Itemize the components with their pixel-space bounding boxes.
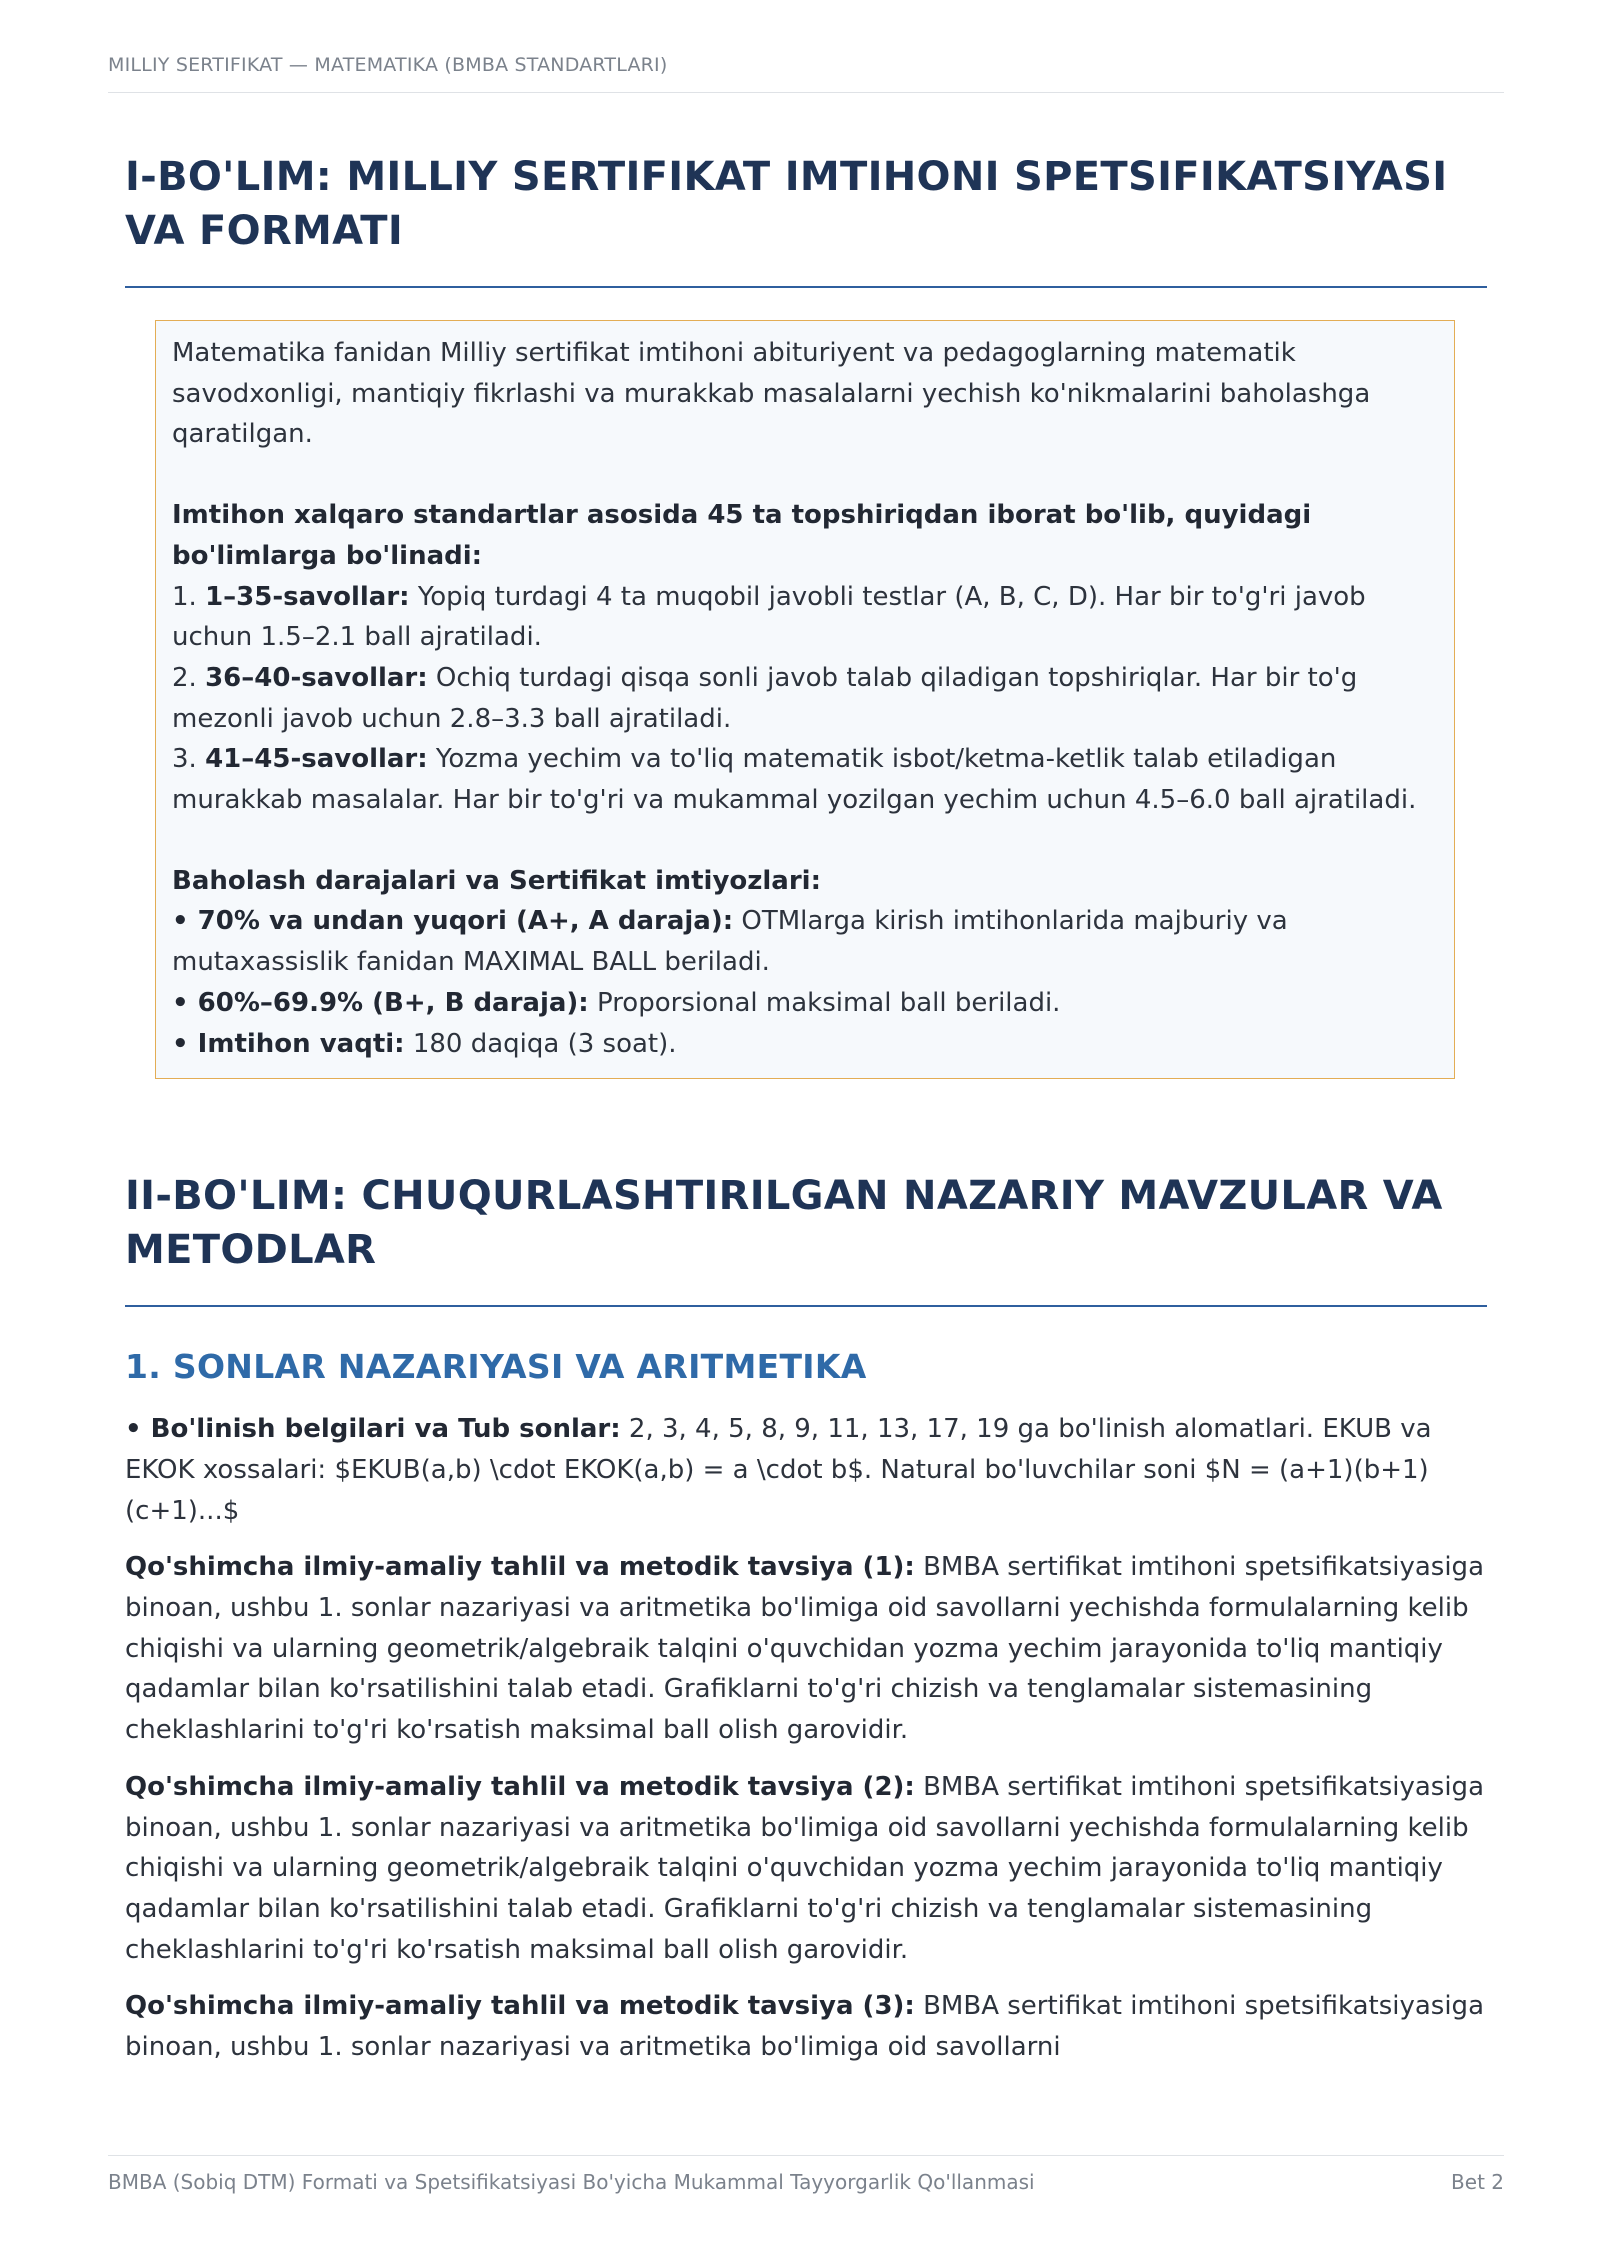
subsection-title: 1. SONLAR NAZARIYASI VA ARITMETIKA <box>125 1347 867 1387</box>
footer-title: BMBA (Sobiq DTM) Formati va Spetsifikatsiyasi Bo'yicha Mukammal Tayyorgarlik Qo'llanmasi <box>108 2170 1035 2194</box>
analysis-paragraph: Qo'shimcha ilmiy-amaliy tahlil va metodik tavsiya (2): BMBA sertifikat imtihoni spetsifikatsiyasiga binoan, ushbu 1. sonlar nazariyasi va aritmetika bo'limiga oid savollarni yechishda formulalarning kelib chiqishi va ularning geometrik/algebraik talqini o'quvchidan yozma yechim jarayonida to'liq mantiqiy qadamlar bilan ko'rsatilishini talab etadi. Grafiklarni to'g'ri chizish va tenglamalar sistemasining cheklashlarini to'g'ri ko'rsatish maksimal ball olish garovidir. <box>125 1771 1484 1965</box>
page-number: Bet 2 <box>1451 2170 1504 2194</box>
grading-bullet: • 60%–69.9% (B+, B daraja): Proporsional maksimal ball beriladi. <box>172 987 1061 1018</box>
page-content <box>125 150 1487 2068</box>
spec-item: 3. 41–45-savollar: Yozma yechim va to'liq matematik isbot/ketma-ketlik talab etiladigan murakkab masalalar. Har bir to'g'ri va mukammal yozilgan yechim uchun 4.5–6.0 ball ajratiladi. <box>172 744 1417 816</box>
exam-spec-box <box>155 320 1455 1079</box>
grading-bullet: • Imtihon vaqti: 180 daqiqa (3 soat). <box>172 1028 677 1059</box>
analysis-paragraph: Qo'shimcha ilmiy-amaliy tahlil va metodik tavsiya (3): BMBA sertifikat imtihoni spetsifikatsiyasiga binoan, ushbu 1. sonlar nazariyasi va aritmetika bo'limiga oid savollarni <box>125 1991 1484 2063</box>
spec-item: 2. 36–40-savollar: Ochiq turdagi qisqa sonli javob talab qiladigan topshiriqlar. Har bir to'g mezonli javob uchun 2.8–3.3 ball ajratiladi. <box>172 662 1358 734</box>
grading-heading: Baholash darajalari va Sertifikat imtiyozlari: <box>172 865 821 896</box>
spec-intro: Matematika fanidan Milliy sertifikat imtihoni abituriyent va pedagoglarning matematik savodxonligi, mantiqiy fikrlashi va murakkab masalalarni yechish ko'nikmalarini baholashga qaratilgan. <box>172 338 1371 450</box>
structure-heading: Imtihon xalqaro standartlar asosida 45 ta topshiriqdan iborat bo'lib, quyidagi bo'limlarga bo'linadi: <box>172 500 1312 571</box>
page-footer <box>108 2155 1504 2194</box>
lead-paragraph: • Bo'linish belgilari va Tub sonlar: 2, 3, 4, 5, 8, 9, 11, 13, 17, 19 ga bo'linish alomatlari. EKUB va EKOK xossalari: $EKUB(a,b) \cdot EKOK(a,b) = a \cdot b$. Natural bo'luvchilar soni $N = (a+1)(b+1)(c+1)...$ <box>125 1414 1432 1526</box>
grading-bullet: • 70% va undan yuqori (A+, A daraja): OTMlarga kirish imtihonlarida majburiy va mutaxassislik fanidan MAXIMAL BALL beriladi. <box>172 906 1288 978</box>
spec-item: 1. 1–35-savollar: Yopiq turdagi 4 ta muqobil javobli testlar (A, B, C, D). Har bir to'g'ri javob uchun 1.5–2.1 ball ajratiladi. <box>172 581 1366 653</box>
section-2-title: II-BO'LIM: CHUQURLASHTIRILGAN NAZARIY MAVZULAR VA METODLAR <box>125 1169 1487 1307</box>
analysis-paragraph: Qo'shimcha ilmiy-amaliy tahlil va metodik tavsiya (1): BMBA sertifikat imtihoni spetsifikatsiyasiga binoan, ushbu 1. sonlar nazariyasi va aritmetika bo'limiga oid savollarni yechishda formulalarning kelib chiqishi va ularning geometrik/algebraik talqini o'quvchidan yozma yechim jarayonida to'liq mantiqiy qadamlar bilan ko'rsatilishini talab etadi. Grafiklarni to'g'ri chizish va tenglamalar sistemasining cheklashlarini to'g'ri ko'rsatish maksimal ball olish garovidir. <box>125 1552 1484 1746</box>
running-header: MILLIY SERTIFIKAT — MATEMATIKA (BMBA STANDARTLARI) <box>108 54 1504 93</box>
section-1-title: I-BO'LIM: MILLIY SERTIFIKAT IMTIHONI SPETSIFIKATSIYASI VA FORMATI <box>125 150 1487 288</box>
